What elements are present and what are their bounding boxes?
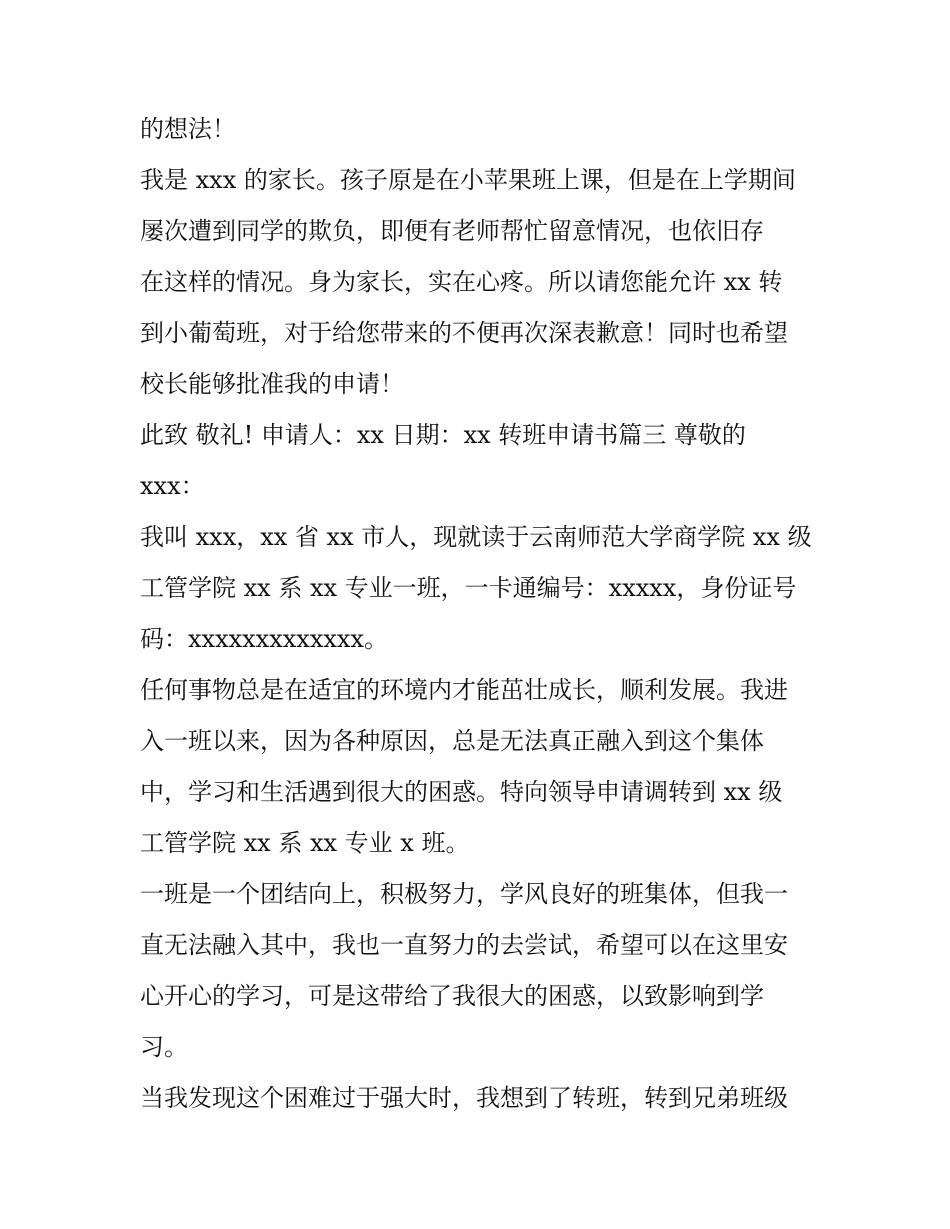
text-line: 任何事物总是在适宜的环境内才能茁壮成长，顺利发展。我进 xyxy=(140,676,788,704)
text-line: 入一班以来，因为各种原因，总是无法真正融入到这个集体 xyxy=(140,727,764,755)
text-line: 当我发现这个困难过于强大时，我想到了转班，转到兄弟班级 xyxy=(140,1084,788,1112)
text-line: 直无法融入其中，我也一直努力的去尝试，希望可以在这里安 xyxy=(140,931,788,959)
text-line: 习。 xyxy=(140,1033,188,1061)
text-line: 中，学习和生活遇到很大的困惑。特向领导申请调转到 xx 级 xyxy=(140,778,783,806)
text-line: 工管学院 xx 系 xx 专业一班，一卡通编号：xxxxx，身份证号 xyxy=(140,574,797,602)
text-line: xxx： xyxy=(140,472,205,500)
text-line: 校长能够批准我的申请！ xyxy=(140,370,404,398)
text-line: 屡次遭到同学的欺负，即便有老师帮忙留意情况，也依旧存 xyxy=(140,217,764,245)
text-line: 我叫 xxx，xx 省 xx 市人，现就读于云南师范大学商学院 xx 级 xyxy=(140,523,812,551)
text-line: 到小葡萄班，对于给您带来的不便再次深表歉意！同时也希望 xyxy=(140,319,788,347)
text-line: 在这样的情况。身为家长，实在心疼。所以请您能允许 xx 转 xyxy=(140,268,783,296)
text-line: 我是 xxx 的家长。孩子原是在小苹果班上课，但是在上学期间 xyxy=(140,166,796,194)
text-line: 工管学院 xx 系 xx 专业 x 班。 xyxy=(140,829,470,857)
text-line: 的想法！ xyxy=(140,115,236,143)
document-body xyxy=(140,104,840,1124)
text-line: 码：xxxxxxxxxxxxx。 xyxy=(140,625,388,653)
text-line: 心开心的学习，可是这带给了我很大的困惑，以致影响到学 xyxy=(140,982,764,1010)
text-line: 此致 敬礼! 申请人：xx 日期：xx 转班申请书篇三 尊敬的 xyxy=(140,421,746,449)
text-line: 一班是一个团结向上，积极努力，学风良好的班集体，但我一 xyxy=(140,880,788,908)
